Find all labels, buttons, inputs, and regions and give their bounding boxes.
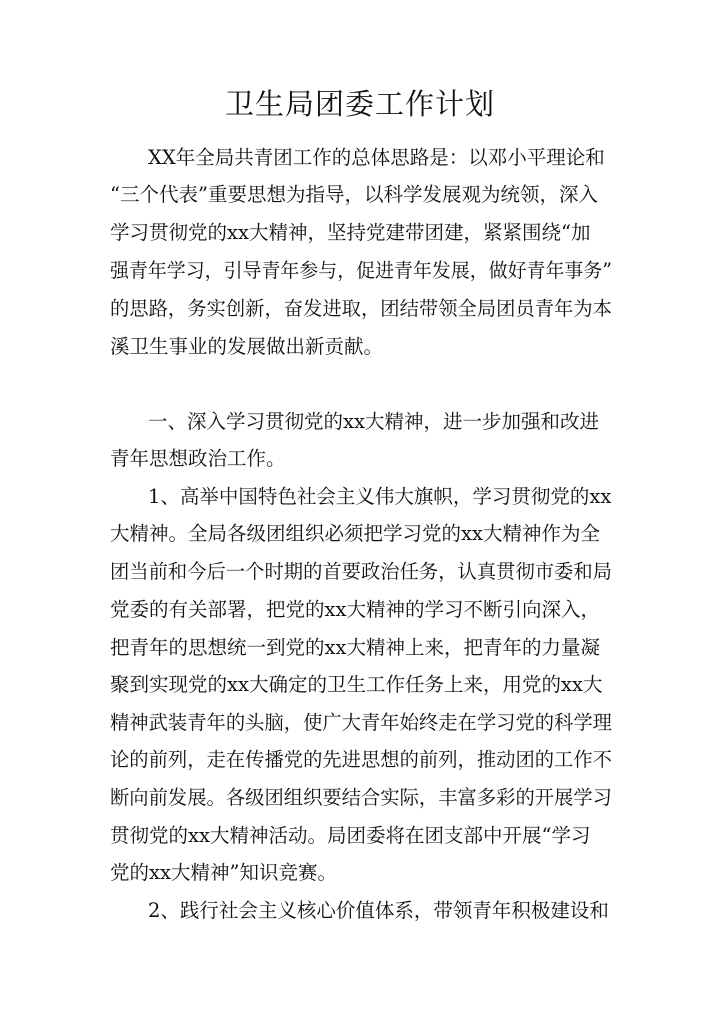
paragraph-line: 党委的有关部署，把党的xx大精神的学习不断引向深入， xyxy=(110,598,600,621)
paragraph-line: 贯彻党的xx大精神活动。局团委将在团支部中开展“学习 xyxy=(110,824,591,847)
paragraph-line: 大精神。全局各级团组织必须把学习党的xx大精神作为全 xyxy=(110,522,600,545)
document-title: 卫生局团委工作计划 xyxy=(224,87,495,121)
paragraph-line: 把青年的思想统一到党的xx大精神上来，把青年的力量凝 xyxy=(110,636,600,659)
paragraph-line: 2、践行社会主义核心价值体系，带领青年积极建设和 xyxy=(148,899,609,922)
paragraph-line: 党的xx大精神”知识竞赛。 xyxy=(110,861,337,884)
paragraph-line: 溪卫生事业的发展做出新贡献。 xyxy=(110,335,384,358)
paragraph-line: 强青年学习，引导青年参与，促进青年发展，做好青年事务” xyxy=(110,259,612,282)
paragraph-line: 学习贯彻党的xx大精神，坚持党建带团建，紧紧围绕“加 xyxy=(110,221,591,244)
paragraph-line: 精神武装青年的头脑，使广大青年始终走在学习党的科学理 xyxy=(110,711,612,734)
paragraph-line: 论的前列，走在传播党的先进思想的前列，推动团的工作不 xyxy=(110,748,612,771)
paragraph-line: 的思路，务实创新，奋发进取，团结带领全局团员青年为本 xyxy=(110,297,612,320)
paragraph-line: 青年思想政治工作。 xyxy=(110,447,286,470)
paragraph-line: 1、高举中国特色社会主义伟大旗帜，学习贯彻党的xx xyxy=(148,485,612,508)
paragraph-line: 团当前和今后一个时期的首要政治任务，认真贯彻市委和局 xyxy=(110,560,612,583)
paragraph-line: 一、深入学习贯彻党的xx大精神，进一步加强和改进 xyxy=(148,410,599,433)
paragraph-line: 断向前发展。各级团组织要结合实际，丰富多彩的开展学习 xyxy=(110,786,612,809)
paragraph-line: XX年全局共青团工作的总体思路是：以邓小平理论和 xyxy=(148,146,605,169)
paragraph-line: “三个代表”重要思想为指导，以科学发展观为统领，深入 xyxy=(110,183,598,206)
paragraph-line: 聚到实现党的xx大确定的卫生工作任务上来，用党的xx大 xyxy=(110,673,603,696)
